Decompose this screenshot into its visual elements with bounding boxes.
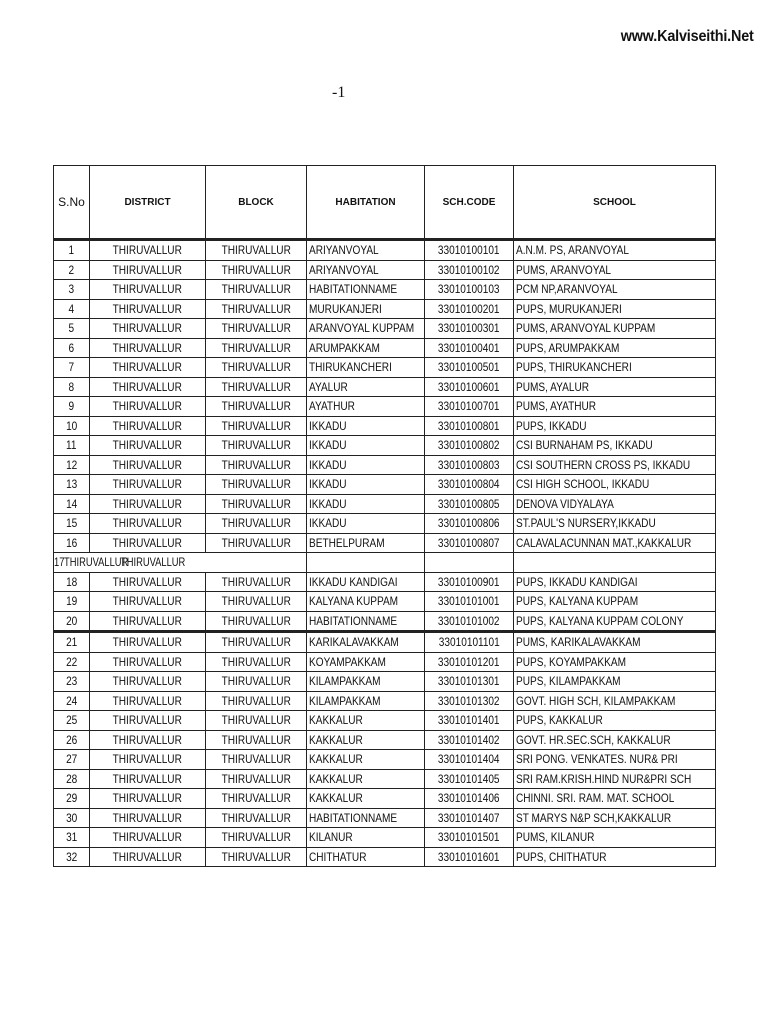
cell-sch-code: 33010101302 <box>438 693 500 708</box>
column-header-school: SCHOOL <box>514 166 716 240</box>
cell-district: THIRUVALLUR <box>112 752 183 767</box>
cell-district: THIRUVALLUR <box>112 594 183 609</box>
cell-district: THIRUVALLUR <box>112 477 183 492</box>
cell-sno: 32 <box>65 849 78 864</box>
cell-school: PUPS, IKKADU KANDIGAI <box>516 574 638 589</box>
cell-sch-code: 33010100601 <box>438 379 500 394</box>
cell-sno: 4 <box>68 301 75 316</box>
cell-sch-code: 33010100803 <box>438 457 500 472</box>
cell-block: THIRUVALLUR <box>221 594 291 609</box>
cell-sch-code: 33010101101 <box>438 635 500 650</box>
cell-block: THIRUVALLUR <box>221 535 291 550</box>
cell-habitation: IKKADU <box>309 477 347 492</box>
table-row <box>54 711 716 731</box>
cell-habitation: KAKKALUR <box>309 713 363 728</box>
cell-district: THIRUVALLUR <box>112 457 183 472</box>
table-row <box>54 533 716 553</box>
cell-district: THIRUVALLUR <box>112 791 183 806</box>
cell-sch-code: 33010100501 <box>438 360 500 375</box>
cell-block: THIRUVALLUR <box>221 830 291 845</box>
cell-sch-code: 33010101601 <box>438 849 500 864</box>
column-header-sno: S.No <box>54 166 90 240</box>
cell-sno: 14 <box>65 496 78 511</box>
cell-district: THIRUVALLUR <box>112 535 183 550</box>
cell-block: THIRUVALLUR <box>221 301 291 316</box>
table-row <box>54 553 716 573</box>
cell-block: THIRUVALLUR <box>221 477 291 492</box>
cell-habitation: HABITATIONNAME <box>309 613 398 628</box>
cell-district: THIRUVALLUR <box>112 262 183 277</box>
cell-district: THIRUVALLUR <box>112 613 183 628</box>
cell-sno: 22 <box>65 654 78 669</box>
cell-sch-code: 33010100201 <box>438 301 500 316</box>
cell-sno: 30 <box>65 810 78 825</box>
cell-block: THIRUVALLUR <box>221 516 291 531</box>
cell-habitation: AYATHUR <box>309 399 355 414</box>
cell-block: THIRUVALLUR <box>221 243 291 258</box>
cell-habitation: KAKKALUR <box>309 732 363 747</box>
cell-merged <box>54 553 307 573</box>
cell-school <box>514 553 716 573</box>
cell-sno: 9 <box>68 399 75 414</box>
cell-habitation: KILANUR <box>309 830 353 845</box>
cell-sch-code <box>425 553 514 573</box>
cell-sch-code: 33010101201 <box>438 654 500 669</box>
cell-district: THIRUVALLUR <box>112 321 183 336</box>
cell-sno: 11 <box>66 438 77 453</box>
cell-school: PUMS, KARIKALAVAKKAM <box>516 635 641 650</box>
cell-habitation: HABITATIONNAME <box>309 282 398 297</box>
cell-sno: 18 <box>65 574 78 589</box>
cell-block: THIRUVALLUR <box>221 321 291 336</box>
column-header-block: BLOCK <box>206 166 307 240</box>
page-number: -1 <box>332 84 346 101</box>
cell-sch-code: 33010100102 <box>438 262 500 277</box>
table-row <box>54 358 716 378</box>
cell-habitation: AYALUR <box>309 379 348 394</box>
cell-school: ST.PAUL'S NURSERY,IKKADU <box>516 516 656 531</box>
table-row <box>54 260 716 280</box>
cell-habitation: KOYAMPAKKAM <box>309 654 386 669</box>
cell-habitation: THIRUKANCHERI <box>309 360 392 375</box>
cell-sch-code: 33010100805 <box>438 496 500 511</box>
cell-school: PUPS, IKKADU <box>516 418 587 433</box>
cell-habitation: KAKKALUR <box>309 771 363 786</box>
cell-sno: 5 <box>68 321 75 336</box>
cell-school: PUPS, KALYANA KUPPAM COLONY <box>516 613 684 628</box>
cell-sch-code: 33010101404 <box>438 752 500 767</box>
cell-sno: 8 <box>68 379 75 394</box>
cell-sno: 10 <box>65 418 78 433</box>
cell-district: THIRUVALLUR <box>112 243 183 258</box>
cell-sch-code: 33010101301 <box>438 674 500 689</box>
cell-sch-code: 33010100807 <box>438 535 500 550</box>
cell-sno: 12 <box>65 457 78 472</box>
cell-block: THIRUVALLUR <box>221 849 291 864</box>
cell-school: PUPS, CHITHATUR <box>516 849 607 864</box>
table-row <box>54 475 716 495</box>
table-row <box>54 652 716 672</box>
cell-sno: 20 <box>65 613 78 628</box>
cell-sno: 21 <box>65 635 78 650</box>
cell-sno: 29 <box>65 791 78 806</box>
cell-district: THIRUVALLUR <box>112 674 183 689</box>
cell-district: THIRUVALLUR <box>112 849 183 864</box>
cell-district: THIRUVALLUR <box>112 635 183 650</box>
table-row <box>54 455 716 475</box>
cell-district: THIRUVALLUR <box>112 360 183 375</box>
cell-habitation: IKKADU KANDIGAI <box>309 574 398 589</box>
cell-school: SRI PONG. VENKATES. NUR& PRI <box>516 752 678 767</box>
table-row <box>54 397 716 417</box>
cell-habitation: ARIYANVOYAL <box>309 243 379 258</box>
cell-block: THIRUVALLUR <box>221 732 291 747</box>
cell-sno: 26 <box>65 732 78 747</box>
cell-school: CSI BURNAHAM PS, IKKADU <box>516 438 653 453</box>
cell-sch-code: 33010101501 <box>438 830 500 845</box>
cell-block: THIRUVALLUR <box>221 713 291 728</box>
table-row <box>54 769 716 789</box>
cell-sno: 17 <box>54 555 65 570</box>
cell-district: THIRUVALLUR <box>112 713 183 728</box>
cell-sno: 15 <box>65 516 78 531</box>
cell-sch-code: 33010101405 <box>438 771 500 786</box>
cell-block: THIRUVALLUR <box>221 399 291 414</box>
table-row <box>54 611 716 632</box>
cell-block: THIRUVALLUR <box>221 496 291 511</box>
cell-sch-code: 33010100801 <box>438 418 500 433</box>
cell-school: DENOVA VIDYALAYA <box>516 496 614 511</box>
cell-block: THIRUVALLUR <box>221 262 291 277</box>
cell-habitation: KARIKALAVAKKAM <box>309 635 399 650</box>
cell-school: PUMS, ARANVOYAL <box>516 262 612 277</box>
cell-block: THIRUVALLUR <box>221 360 291 375</box>
cell-sch-code: 33010100701 <box>438 399 500 414</box>
cell-sno: 1 <box>68 243 75 258</box>
cell-habitation: IKKADU <box>309 438 347 453</box>
cell-school: ST MARYS N&P SCH,KAKKALUR <box>516 810 672 825</box>
table-row <box>54 240 716 261</box>
cell-district: THIRUVALLUR <box>112 282 183 297</box>
cell-sno: 31 <box>65 830 78 845</box>
table-row <box>54 572 716 592</box>
cell-district: THIRUVALLUR <box>112 830 183 845</box>
cell-sch-code: 33010100802 <box>438 438 500 453</box>
cell-block: THIRUVALLUR <box>221 418 291 433</box>
cell-sch-code: 33010101002 <box>438 613 500 628</box>
cell-school: PUMS, ARANVOYAL KUPPAM <box>516 321 656 336</box>
cell-district: THIRUVALLUR <box>112 516 183 531</box>
cell-block: THIRUVALLUR <box>221 438 291 453</box>
cell-sch-code: 33010100901 <box>438 574 500 589</box>
table-row <box>54 592 716 612</box>
cell-sch-code: 33010101402 <box>438 732 500 747</box>
table-row <box>54 789 716 809</box>
table-header-row <box>54 166 716 240</box>
cell-block: THIRUVALLUR <box>221 791 291 806</box>
cell-district: THIRUVALLUR <box>112 438 183 453</box>
table-row <box>54 828 716 848</box>
table-row <box>54 338 716 358</box>
cell-block: THIRUVALLUR <box>221 340 291 355</box>
cell-sno: 28 <box>65 771 78 786</box>
cell-habitation: ARIYANVOYAL <box>309 262 379 277</box>
cell-habitation: IKKADU <box>309 496 347 511</box>
cell-sch-code: 33010101401 <box>438 713 500 728</box>
cell-school: PUPS, KALYANA KUPPAM <box>516 594 639 609</box>
cell-district: THIRUVALLUR <box>112 418 183 433</box>
cell-sno: 6 <box>68 340 75 355</box>
cell-school: CHINNI. SRI. RAM. MAT. SCHOOL <box>516 791 675 806</box>
cell-habitation: KALYANA KUPPAM <box>309 594 399 609</box>
cell-habitation <box>307 553 425 573</box>
schools-table <box>53 165 716 867</box>
table-row <box>54 280 716 300</box>
cell-district: THIRUVALLUR <box>112 340 183 355</box>
cell-sch-code: 33010100804 <box>438 477 500 492</box>
cell-school: PUMS, AYATHUR <box>516 399 597 414</box>
cell-habitation: IKKADU <box>309 418 347 433</box>
column-header-district: DISTRICT <box>90 166 206 240</box>
cell-habitation: KAKKALUR <box>309 791 363 806</box>
cell-district: THIRUVALLUR <box>112 399 183 414</box>
cell-block: THIRUVALLUR <box>221 282 291 297</box>
cell-school: PUPS, KOYAMPAKKAM <box>516 654 626 669</box>
cell-sch-code: 33010101406 <box>438 791 500 806</box>
cell-block: THIRUVALLUR <box>221 574 291 589</box>
cell-school: PCM NP,ARANVOYAL <box>516 282 618 297</box>
cell-block: THIRUVALLUR <box>221 379 291 394</box>
cell-school: CSI HIGH SCHOOL, IKKADU <box>516 477 650 492</box>
cell-sno: 27 <box>65 752 78 767</box>
cell-sno: 3 <box>68 282 75 297</box>
cell-block: THIRUVALLUR <box>221 810 291 825</box>
cell-district: THIRUVALLUR <box>112 732 183 747</box>
cell-block: THIRUVALLUR <box>221 457 291 472</box>
table-body <box>54 240 716 867</box>
cell-habitation: ARUMPAKKAM <box>309 340 380 355</box>
table-row <box>54 436 716 456</box>
cell-school: SRI RAM.KRISH.HIND NUR&PRI SCH <box>516 771 692 786</box>
cell-school: PUPS, THIRUKANCHERI <box>516 360 632 375</box>
cell-sno: 16 <box>65 535 78 550</box>
cell-block: THIRUVALLUR <box>221 771 291 786</box>
cell-habitation: BETHELPURAM <box>309 535 385 550</box>
cell-school: PUMS, AYALUR <box>516 379 590 394</box>
column-header-habitation: HABITATION <box>307 166 425 240</box>
cell-sch-code: 33010101001 <box>438 594 500 609</box>
cell-school: CSI SOUTHERN CROSS PS, IKKADU <box>516 457 691 472</box>
column-header-sch-code: SCH.CODE <box>425 166 514 240</box>
cell-school: CALAVALACUNNAN MAT.,KAKKALUR <box>516 535 692 550</box>
table-row <box>54 847 716 867</box>
table-row <box>54 808 716 828</box>
cell-habitation: KILAMPAKKAM <box>309 674 381 689</box>
cell-district: THIRUVALLUR <box>112 771 183 786</box>
cell-school: A.N.M. PS, ARANVOYAL <box>516 243 629 258</box>
table-row <box>54 377 716 397</box>
table-row <box>54 691 716 711</box>
table-row <box>54 494 716 514</box>
cell-block: THIRUVALLUR <box>221 752 291 767</box>
cell-school: PUPS, ARUMPAKKAM <box>516 340 620 355</box>
cell-sno: 2 <box>68 262 75 277</box>
cell-sch-code: 33010100806 <box>438 516 500 531</box>
cell-sch-code: 33010100101 <box>438 243 500 258</box>
cell-sch-code: 33010100301 <box>438 321 500 336</box>
cell-district: THIRUVALLUR <box>112 496 183 511</box>
cell-school: PUPS, MURUKANJERI <box>516 301 622 316</box>
cell-habitation: CHITHATUR <box>309 849 367 864</box>
cell-habitation: HABITATIONNAME <box>309 810 398 825</box>
cell-block: THIRUVALLUR <box>221 635 291 650</box>
cell-school: GOVT. HR.SEC.SCH, KAKKALUR <box>516 732 671 747</box>
cell-sno: 24 <box>65 693 78 708</box>
cell-block: THIRUVALLUR <box>221 693 291 708</box>
cell-school: PUMS, KILANUR <box>516 830 595 845</box>
cell-habitation: ARANVOYAL KUPPAM <box>309 321 415 336</box>
cell-sch-code: 33010100103 <box>438 282 500 297</box>
cell-district: THIRUVALLUR <box>112 693 183 708</box>
cell-school: PUPS, KAKKALUR <box>516 713 603 728</box>
cell-school: GOVT. HIGH SCH, KILAMPAKKAM <box>516 693 676 708</box>
cell-district: THIRUVALLUR <box>112 574 183 589</box>
cell-sno: 25 <box>65 713 78 728</box>
cell-habitation: IKKADU <box>309 516 347 531</box>
cell-habitation: IKKADU <box>309 457 347 472</box>
cell-district: THIRUVALLUR <box>112 301 183 316</box>
cell-sno: 23 <box>65 674 78 689</box>
cell-district: THIRUVALLUR <box>64 555 129 570</box>
cell-sno: 19 <box>65 594 78 609</box>
table-row <box>54 750 716 770</box>
cell-district: THIRUVALLUR <box>112 379 183 394</box>
cell-district: THIRUVALLUR <box>112 810 183 825</box>
site-watermark: www.Kalviseithi.Net <box>621 28 754 45</box>
cell-block: THIRUVALLUR <box>221 613 291 628</box>
cell-district: THIRUVALLUR <box>112 654 183 669</box>
table-row <box>54 632 716 653</box>
cell-habitation: KILAMPAKKAM <box>309 693 381 708</box>
cell-block: THIRUVALLUR <box>120 555 186 570</box>
cell-sno: 7 <box>68 360 75 375</box>
cell-sch-code: 33010101407 <box>438 810 500 825</box>
table-row <box>54 514 716 534</box>
cell-block: THIRUVALLUR <box>221 674 291 689</box>
table-row <box>54 299 716 319</box>
table-row <box>54 319 716 339</box>
cell-school: PUPS, KILAMPAKKAM <box>516 674 621 689</box>
cell-sch-code: 33010100401 <box>438 340 500 355</box>
cell-sno: 13 <box>65 477 78 492</box>
table-row <box>54 730 716 750</box>
cell-habitation: KAKKALUR <box>309 752 363 767</box>
cell-habitation: MURUKANJERI <box>309 301 382 316</box>
table-row <box>54 672 716 692</box>
table-row <box>54 416 716 436</box>
cell-block: THIRUVALLUR <box>221 654 291 669</box>
